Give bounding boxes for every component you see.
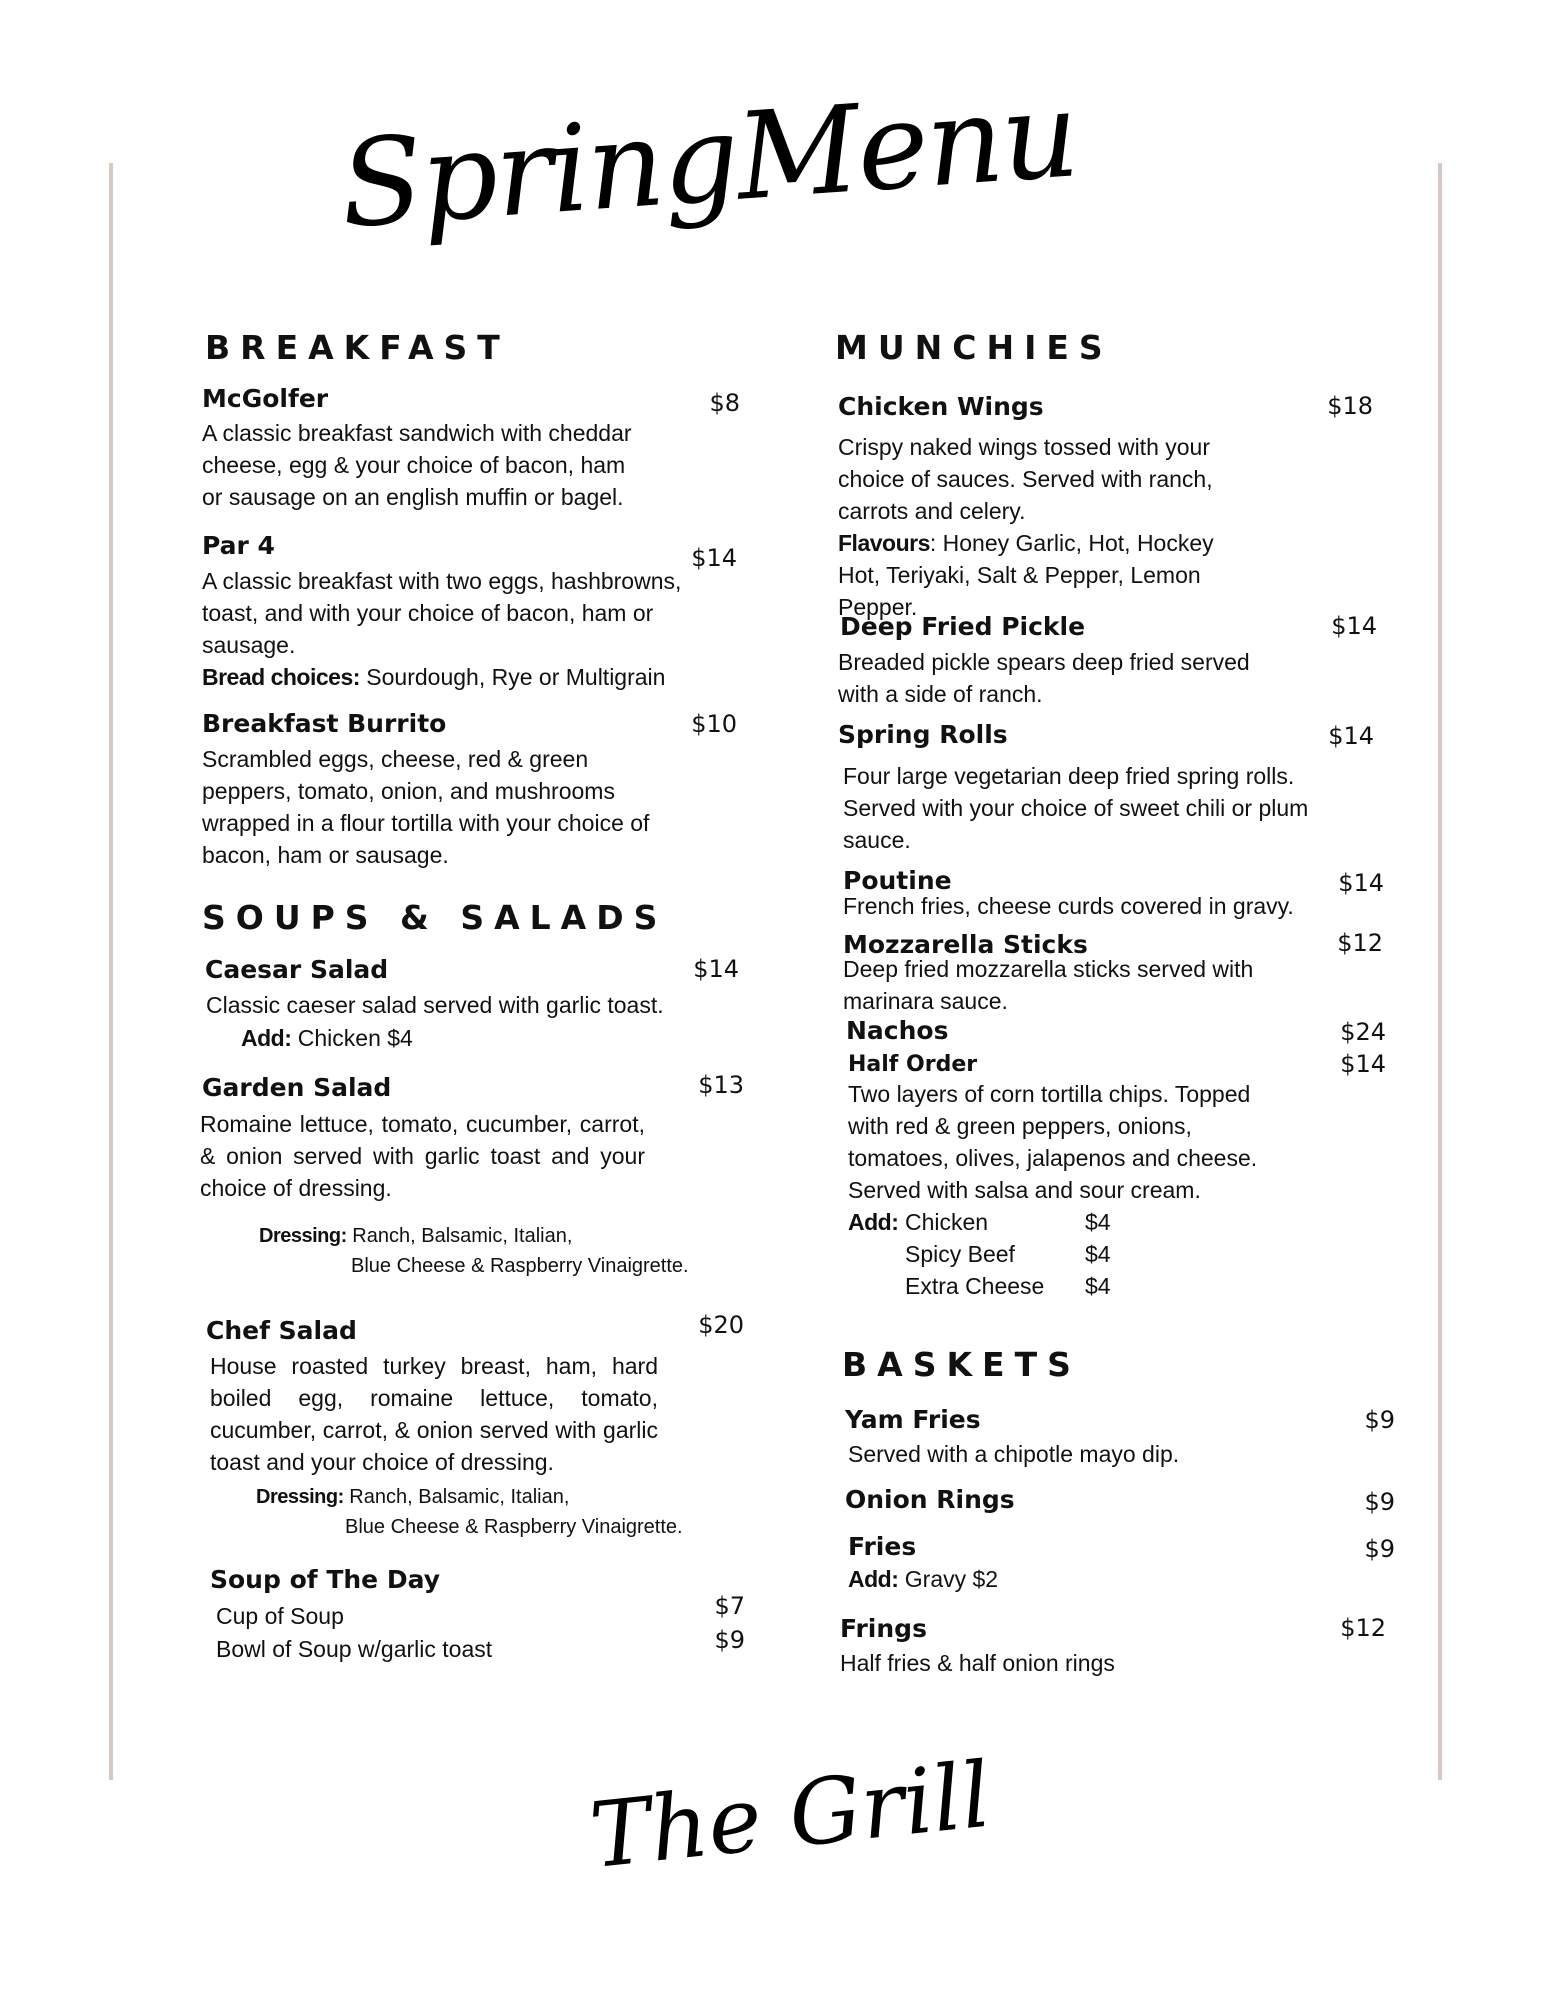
item-desc-garden-salad: Romaine lettuce, tomato, cucumber, carrot, & onion served with garlic toast and your choice of dressing. — [200, 1111, 645, 1201]
item-desc-nachos: Two layers of corn tortilla chips. Topped with red & green peppers, onions, tomatoes, olives, jalapenos and cheese. Served with salsa and sour cream. — [848, 1081, 1258, 1203]
item-name-fries: Fries — [848, 1532, 917, 1561]
item-price-caesar-salad: $14 — [693, 955, 739, 983]
item-desc-breakfast-burrito: Scrambled eggs, cheese, red & green peppers, tomato, onion, and mushrooms wrapped in a flour tortilla with your choice of bacon, ham or sausage. — [202, 746, 650, 868]
flavours-text: : Honey Garlic, Hot, Hockey Hot, Teriyaki, Salt & Pepper, Lemon Pepper. — [838, 530, 1214, 620]
item-price-nachos: $24 — [1340, 1018, 1386, 1046]
item-name-mozzarella-sticks: Mozzarella Sticks — [843, 930, 1088, 959]
item-desc-mozzarella-sticks: Deep fried mozzarella sticks served with marinara sauce. — [843, 956, 1254, 1014]
item-price-par4: $14 — [691, 544, 737, 572]
item-desc-deep-fried-pickle: Breaded pickle spears deep fried served with a side of ranch. — [838, 649, 1250, 707]
item-desc-frings: Half fries & half onion rings — [840, 1650, 1115, 1676]
nachos-half-order-price: $14 — [1340, 1050, 1386, 1078]
item-price-chef-salad: $20 — [698, 1311, 744, 1339]
item-price-mozzarella-sticks: $12 — [1337, 929, 1383, 957]
item-name-yam-fries: Yam Fries — [845, 1405, 981, 1434]
nachos-addon-spicy-beef: Spicy Beef $4 — [905, 1241, 1111, 1267]
item-desc-caesar-salad: Classic caeser salad served with garlic toast. — [206, 992, 664, 1018]
svg-text:The Grill: The Grill — [585, 1742, 996, 1889]
section-title-soups-salads: SOUPS & SALADS — [202, 898, 668, 937]
garden-dressing-text: Ranch, Balsamic, Italian, — [346, 1225, 573, 1247]
chef-dressing-line1 — [256, 1482, 569, 1512]
item-name-garden-salad: Garden Salad — [202, 1073, 392, 1102]
item-price-onion-rings: $9 — [1364, 1488, 1395, 1516]
chef-dressing-label: Dressing: — [256, 1486, 344, 1508]
item-desc-chicken-wings: Crispy naked wings tossed with your choice of sauces. Served with ranch, carrots and celery. — [838, 434, 1213, 524]
fries-add-text: Gravy $2 — [898, 1566, 999, 1592]
caesar-addon-line — [241, 1022, 413, 1054]
fries-add-label: Add: — [848, 1566, 899, 1592]
bread-choices-text: Sourdough, Rye or Multigrain — [359, 664, 666, 690]
garden-dressing-line2: Blue Cheese & Raspberry Vinaigrette. — [351, 1255, 689, 1277]
item-price-breakfast-burrito: $10 — [691, 710, 737, 738]
item-desc-yam-fries: Served with a chipotle mayo dip. — [848, 1441, 1180, 1467]
item-price-frings: $12 — [1340, 1614, 1386, 1642]
flavours-label: Flavours — [838, 530, 930, 556]
item-price-yam-fries: $9 — [1364, 1406, 1395, 1434]
soup-option-bowl: Bowl of Soup w/garlic toast — [216, 1636, 493, 1662]
nachos-addon-chicken: Chicken $4 — [905, 1209, 1111, 1235]
item-name-soup-of-the-day: Soup of The Day — [210, 1565, 440, 1594]
item-price-mcgolfer: $8 — [709, 389, 740, 417]
item-name-chef-salad: Chef Salad — [206, 1316, 357, 1345]
svg-text:SpringMenu: SpringMenu — [336, 65, 1082, 256]
item-name-spring-rolls: Spring Rolls — [838, 720, 1008, 749]
caesar-add-text: Chicken $4 — [291, 1025, 413, 1051]
menu-title — [320, 10, 1120, 310]
section-title-breakfast: BREAKFAST — [205, 328, 510, 367]
restaurant-logo — [585, 1742, 996, 1895]
nachos-add-label: Add: — [848, 1209, 899, 1235]
chef-dressing-line2: Blue Cheese & Raspberry Vinaigrette. — [345, 1516, 683, 1538]
nachos-addon-extra-cheese: Extra Cheese $4 — [905, 1273, 1111, 1299]
item-name-poutine: Poutine — [843, 866, 952, 895]
section-title-baskets: BASKETS — [842, 1345, 1081, 1384]
item-name-mcgolfer: McGolfer — [202, 384, 329, 413]
right-border-line — [1438, 163, 1442, 1780]
chicken-wings-flavours — [838, 527, 1258, 623]
left-border-line — [109, 163, 113, 1780]
item-desc-spring-rolls: Four large vegetarian deep fried spring rolls. Served with your choice of sweet chili or plum sauce. — [843, 763, 1309, 853]
item-price-poutine: $14 — [1338, 869, 1384, 897]
item-price-fries: $9 — [1364, 1535, 1395, 1563]
item-name-par4: Par 4 — [202, 531, 275, 560]
soup-price-bowl: $9 — [714, 1626, 745, 1654]
nachos-half-order-label: Half Order — [848, 1052, 978, 1077]
garden-dressing-line1 — [259, 1221, 572, 1251]
item-price-deep-fried-pickle: $14 — [1331, 612, 1377, 640]
bread-choices-line — [202, 661, 702, 693]
item-price-garden-salad: $13 — [698, 1071, 744, 1099]
item-price-chicken-wings: $18 — [1327, 392, 1373, 420]
fries-addon-line — [848, 1563, 998, 1595]
caesar-add-label: Add: — [241, 1025, 292, 1051]
item-name-caesar-salad: Caesar Salad — [205, 955, 389, 984]
item-name-frings: Frings — [840, 1614, 927, 1643]
garden-dressing-label: Dressing: — [259, 1225, 347, 1247]
chef-dressing-text: Ranch, Balsamic, Italian, — [343, 1486, 570, 1508]
item-name-onion-rings: Onion Rings — [845, 1485, 1015, 1514]
bread-choices-label: Bread choices: — [202, 664, 360, 690]
item-desc-chef-salad: House roasted turkey breast, ham, hard boiled egg, romaine lettuce, tomato, cucumber, carrot, & onion served with garlic toast and your choice of dressing. — [210, 1353, 658, 1475]
item-name-breakfast-burrito: Breakfast Burrito — [202, 709, 447, 738]
soup-option-cup: Cup of Soup — [216, 1603, 344, 1629]
soup-price-cup: $7 — [714, 1592, 745, 1620]
item-desc-par4: A classic breakfast with two eggs, hashbrowns, toast, and with your choice of bacon, ham or sausage. — [202, 568, 682, 658]
item-name-deep-fried-pickle: Deep Fried Pickle — [840, 612, 1086, 641]
item-name-chicken-wings: Chicken Wings — [838, 392, 1044, 421]
item-price-spring-rolls: $14 — [1328, 722, 1374, 750]
item-name-nachos: Nachos — [846, 1016, 949, 1045]
section-title-munchies: MUNCHIES — [835, 328, 1113, 367]
item-desc-poutine: French fries, cheese curds covered in gravy. — [843, 893, 1294, 919]
item-desc-mcgolfer: A classic breakfast sandwich with cheddar cheese, egg & your choice of bacon, ham or sausage on an english muffin or bagel. — [202, 420, 632, 510]
